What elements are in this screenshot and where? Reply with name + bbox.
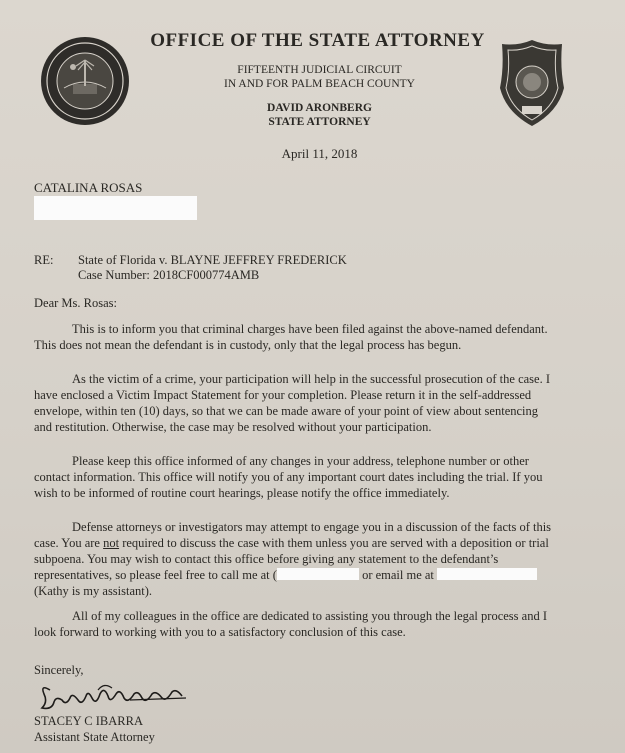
underlined-not: not — [103, 536, 120, 550]
redacted-email — [437, 568, 537, 580]
paragraph-1-line-1: This is to inform you that criminal charges have been filed against the above-named defendant. — [72, 322, 548, 336]
paragraph-5-line-1: All of my colleagues in the office are dedicated to assisting you through the legal process and I — [72, 609, 547, 623]
paragraph-4-line-1: Defense attorneys or investigators may attempt to engage you in a discussion of the facts of this — [72, 520, 552, 534]
circuit-line-1: FIFTEENTH JUDICIAL CIRCUIT — [237, 64, 402, 76]
paragraph-3-line-3: wish to be informed of routine court hearings, please notify the office immediately. — [34, 486, 450, 500]
paragraph-2-line-3: envelope, within ten (10) days, so that we can be made aware of your point of view about sentencing — [34, 404, 539, 418]
p4-text-after: required to discuss the case with them unless you are served with a deposition or trial — [119, 536, 549, 550]
p4-text-before: case. You are — [34, 536, 104, 550]
circuit-line-2: IN AND FOR PALM BEACH COUNTY — [224, 78, 415, 90]
paragraph-5-line-2: look forward to working with you to a satisfactory conclusion of this case. — [34, 625, 406, 639]
signer-name: STACEY C IBARRA — [34, 714, 143, 728]
recipient-name: CATALINA ROSAS — [34, 180, 143, 195]
paragraph-4-line-5: (Kathy is my assistant). — [34, 584, 153, 598]
paragraph-4-line-4 — [34, 568, 537, 583]
paragraph-2-line-2: have enclosed a Victim Impact Statement for your completion. Please return it in the self-addressed — [34, 388, 532, 402]
redacted-phone — [277, 568, 359, 580]
state-attorney-block — [0, 101, 625, 129]
paragraph-3-line-2: contact information. This office will notify you of any important court dates including the trial. If you — [34, 470, 543, 484]
salutation: Dear Ms. Rosas: — [34, 296, 117, 310]
attorney-name: DAVID ARONBERG — [267, 102, 372, 114]
handwritten-signature — [38, 680, 188, 714]
attorney-title: STATE ATTORNEY — [268, 116, 371, 128]
case-number: Case Number: 2018CF000774AMB — [78, 268, 260, 282]
sign-off: Sincerely, — [34, 663, 84, 677]
signer-title: Assistant State Attorney — [34, 730, 155, 744]
office-title: OFFICE OF THE STATE ATTORNEY — [150, 30, 485, 51]
re-label: RE: — [34, 253, 54, 267]
case-title: State of Florida v. BLAYNE JEFFREY FREDERICK — [78, 253, 347, 267]
p4-email-text: or email me at — [358, 568, 438, 582]
p4-call-text: representatives, so please feel free to call me at ( — [34, 568, 277, 582]
paragraph-1-line-2: This does not mean the defendant is in custody, only that the legal process has begun. — [34, 338, 462, 352]
letter-date: April 11, 2018 — [281, 146, 358, 161]
paragraph-4-line-3: subpoena. You may wish to contact this office before giving any statement to the defendant’s — [34, 552, 499, 566]
judicial-circuit — [0, 63, 625, 91]
paragraph-3-line-1: Please keep this office informed of any changes in your address, telephone number or other — [72, 454, 529, 468]
paragraph-2-line-4: and restitution. Otherwise, the case may be resolved without your participation. — [34, 420, 432, 434]
paragraph-2-line-1: As the victim of a crime, your participation will help in the successful prosecution of the case. I — [72, 372, 550, 386]
paragraph-4-line-2 — [34, 536, 549, 551]
redacted-address — [34, 196, 197, 220]
